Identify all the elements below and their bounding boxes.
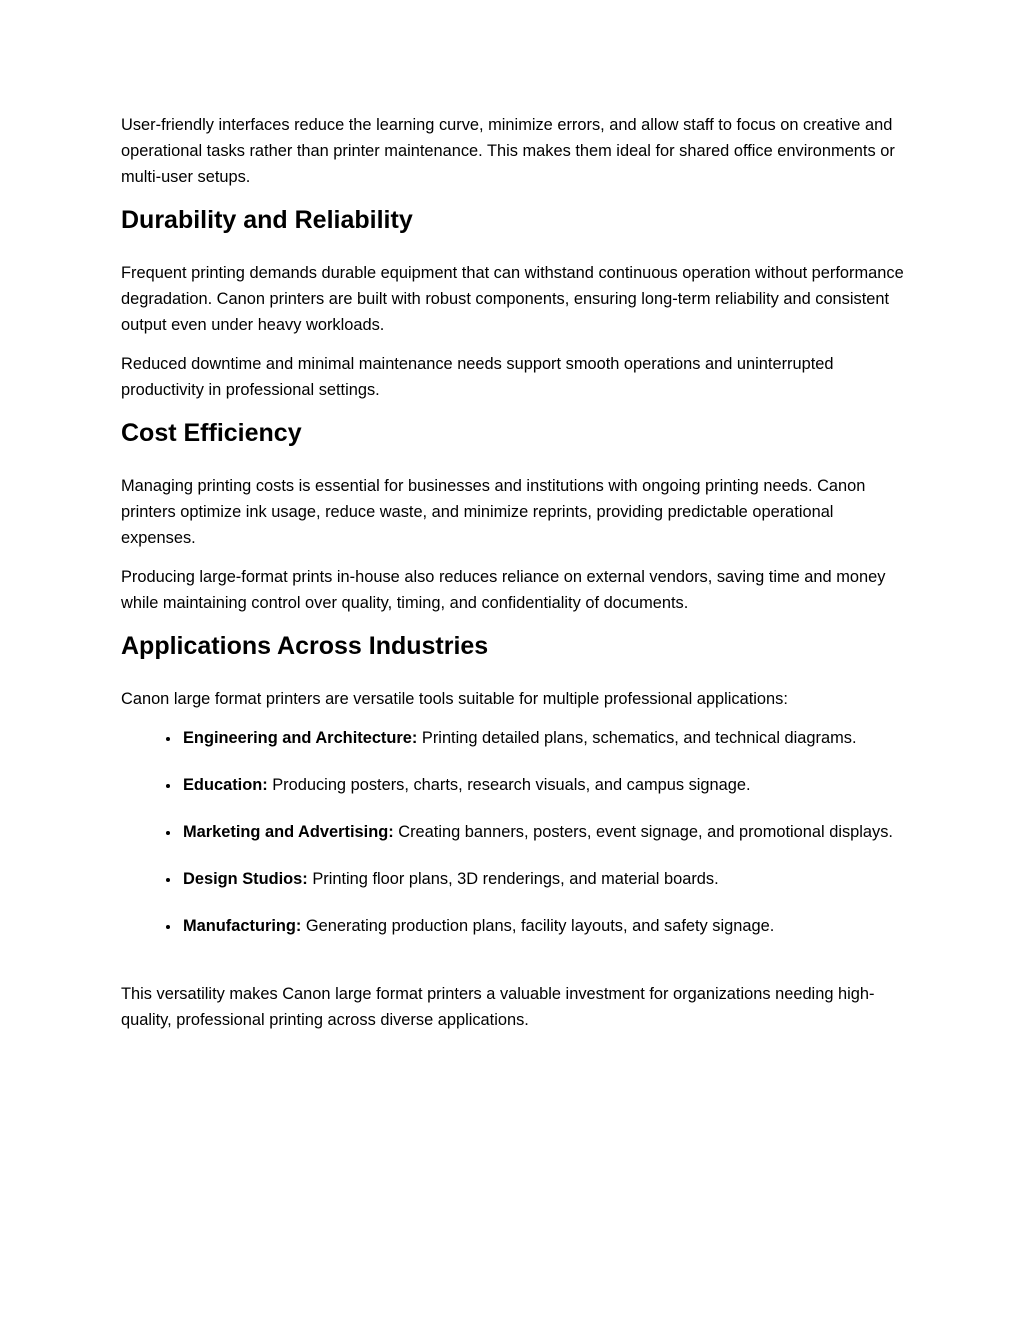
heading-applications-across-industries: Applications Across Industries: [121, 632, 489, 660]
cost-paragraph-2: Producing large-format prints in-house also reduces reliance on external vendors, saving time and money while maintaining control over quality, timing, and confidentiality of documents.: [121, 568, 886, 612]
list-item-text: Creating banners, posters, event signage, and promotional displays.: [393, 823, 893, 841]
applications-intro-paragraph: Canon large format printers are versatile tools suitable for multiple professional applications:: [121, 690, 788, 708]
cost-paragraph-1: Managing printing costs is essential for businesses and institutions with ongoing printing needs. Canon printers optimize ink usage, reduce waste, and minimize reprints, providing predictable operational expenses.: [121, 477, 866, 547]
heading-cost-efficiency: Cost Efficiency: [121, 419, 302, 447]
list-item-text: Generating production plans, facility layouts, and safety signage.: [301, 917, 775, 935]
list-item-label: Education:: [183, 776, 268, 794]
list-item-label: Engineering and Architecture:: [183, 729, 418, 747]
list-item-label: Design Studios:: [183, 870, 308, 888]
list-item-manufacturing: [181, 913, 906, 939]
durability-paragraph-2: Reduced downtime and minimal maintenance needs support smooth operations and uninterrupted productivity in professional settings.: [121, 355, 834, 399]
list-item-design-studios: [181, 866, 906, 892]
durability-paragraph-1: Frequent printing demands durable equipment that can withstand continuous operation without performance degradation. Canon printers are built with robust components, ensuring long-term reliability and consistent output even under heavy workloads.: [121, 264, 904, 334]
closing-paragraph: This versatility makes Canon large format printers a valuable investment for organizations needing high-quality, professional printing across diverse applications.: [121, 985, 875, 1029]
list-item-label: Marketing and Advertising:: [183, 823, 394, 841]
list-item-text: Printing detailed plans, schematics, and technical diagrams.: [417, 729, 857, 747]
list-item-text: Producing posters, charts, research visuals, and campus signage.: [267, 776, 751, 794]
list-item-label: Manufacturing:: [183, 917, 302, 935]
heading-durability-and-reliability: Durability and Reliability: [121, 206, 413, 234]
intro-paragraph: User-friendly interfaces reduce the learning curve, minimize errors, and allow staff to focus on creative and operational tasks rather than printer maintenance. This makes them ideal for shared office environments or multi-user setups.: [121, 116, 895, 186]
applications-list: [121, 725, 906, 939]
list-item-text: Printing floor plans, 3D renderings, and material boards.: [307, 870, 719, 888]
list-item-marketing: [181, 819, 906, 845]
list-item-engineering: [181, 725, 906, 751]
list-item-education: [181, 772, 906, 798]
